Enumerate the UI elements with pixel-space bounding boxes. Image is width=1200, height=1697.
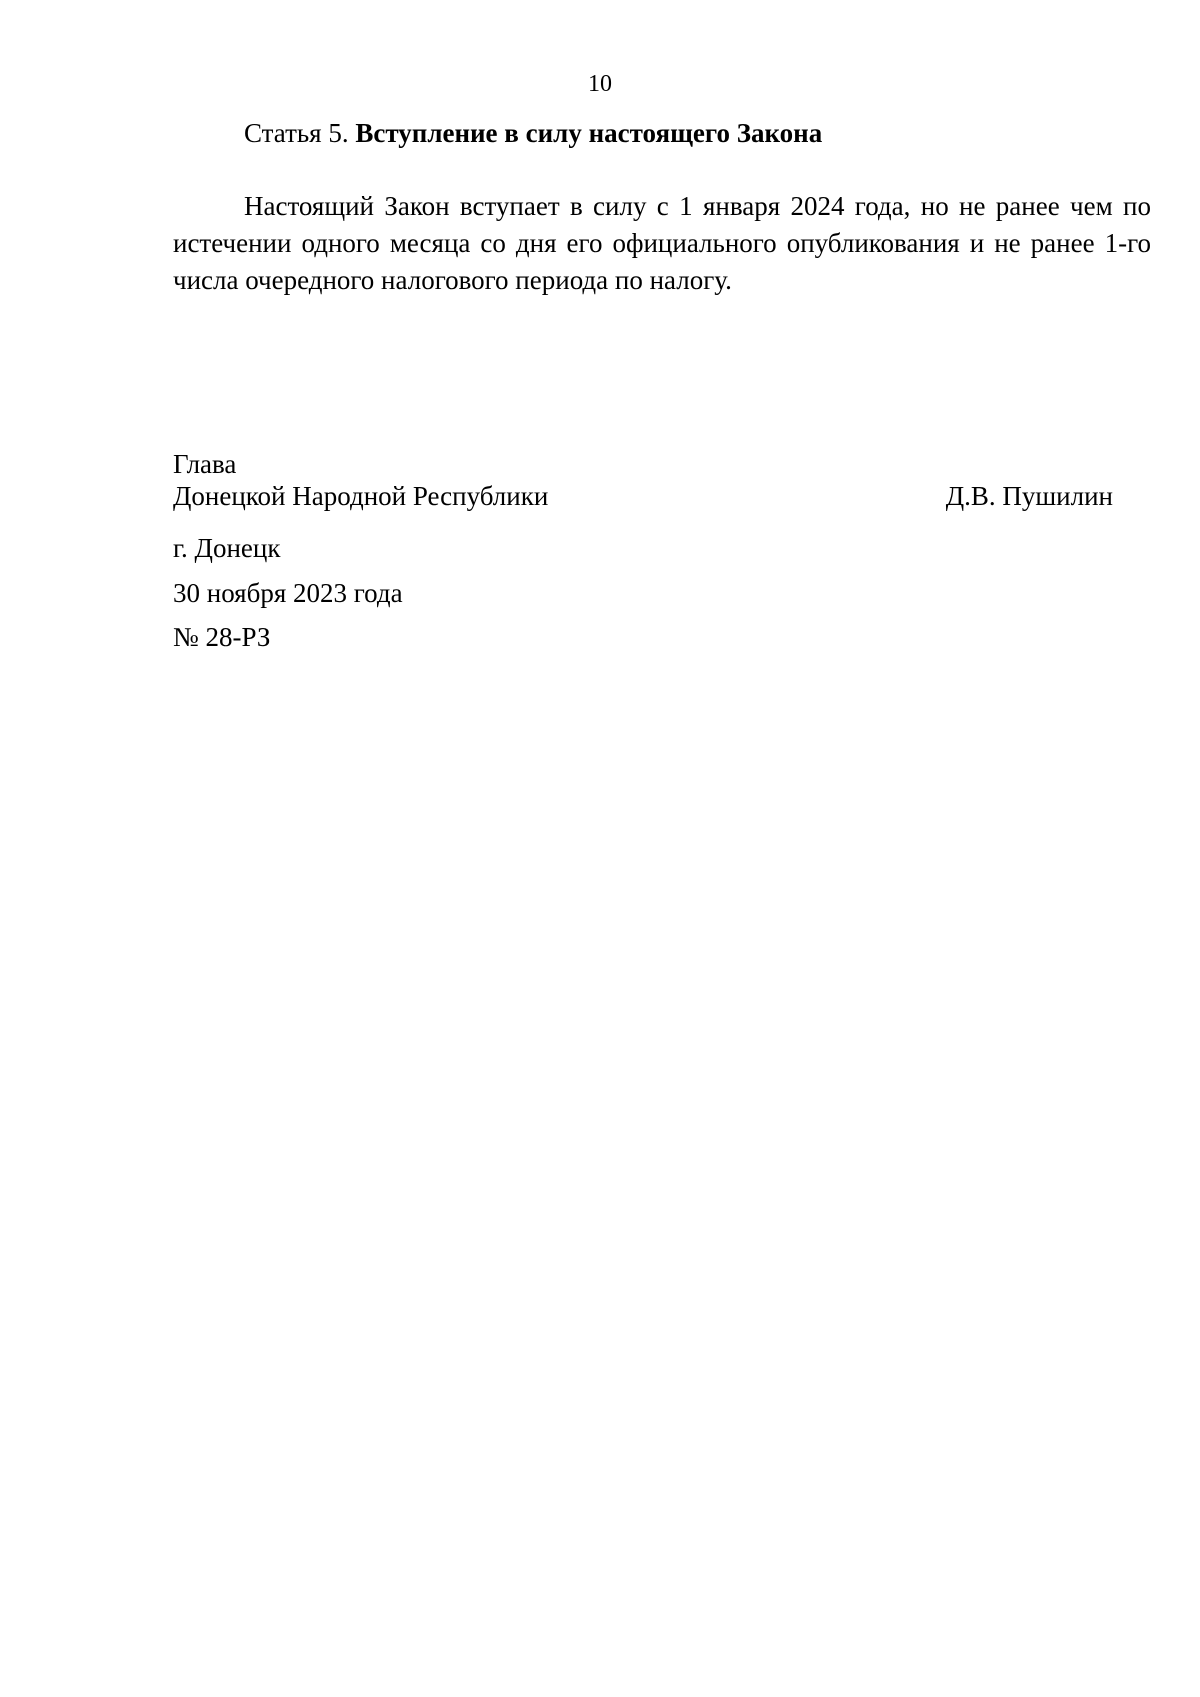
law-number: № 28-РЗ xyxy=(173,622,271,652)
article-label: Статья 5. xyxy=(244,118,349,148)
signatory-name: Д.В. Пушилин xyxy=(945,481,1113,511)
signatory-position-line2: Донецкой Народной Республики xyxy=(173,481,549,511)
article-title: Вступление в силу настоящего Закона xyxy=(355,118,823,148)
article-heading xyxy=(244,117,822,149)
article-body: Настоящий Закон вступает в силу с 1 января 2024 года, но не ранее чем по истечении одного месяца со дня его официального опубликования и не ранее 1-го числа очередного налогового периода по налогу. xyxy=(173,191,1151,295)
signing-city: г. Донецк xyxy=(173,533,281,563)
signature-row xyxy=(173,480,1113,512)
signing-date: 30 ноября 2023 года xyxy=(173,578,403,608)
page-number: 10 xyxy=(588,71,612,97)
signature-block xyxy=(173,448,1113,512)
signatory-position-line1: Глава xyxy=(173,449,237,479)
